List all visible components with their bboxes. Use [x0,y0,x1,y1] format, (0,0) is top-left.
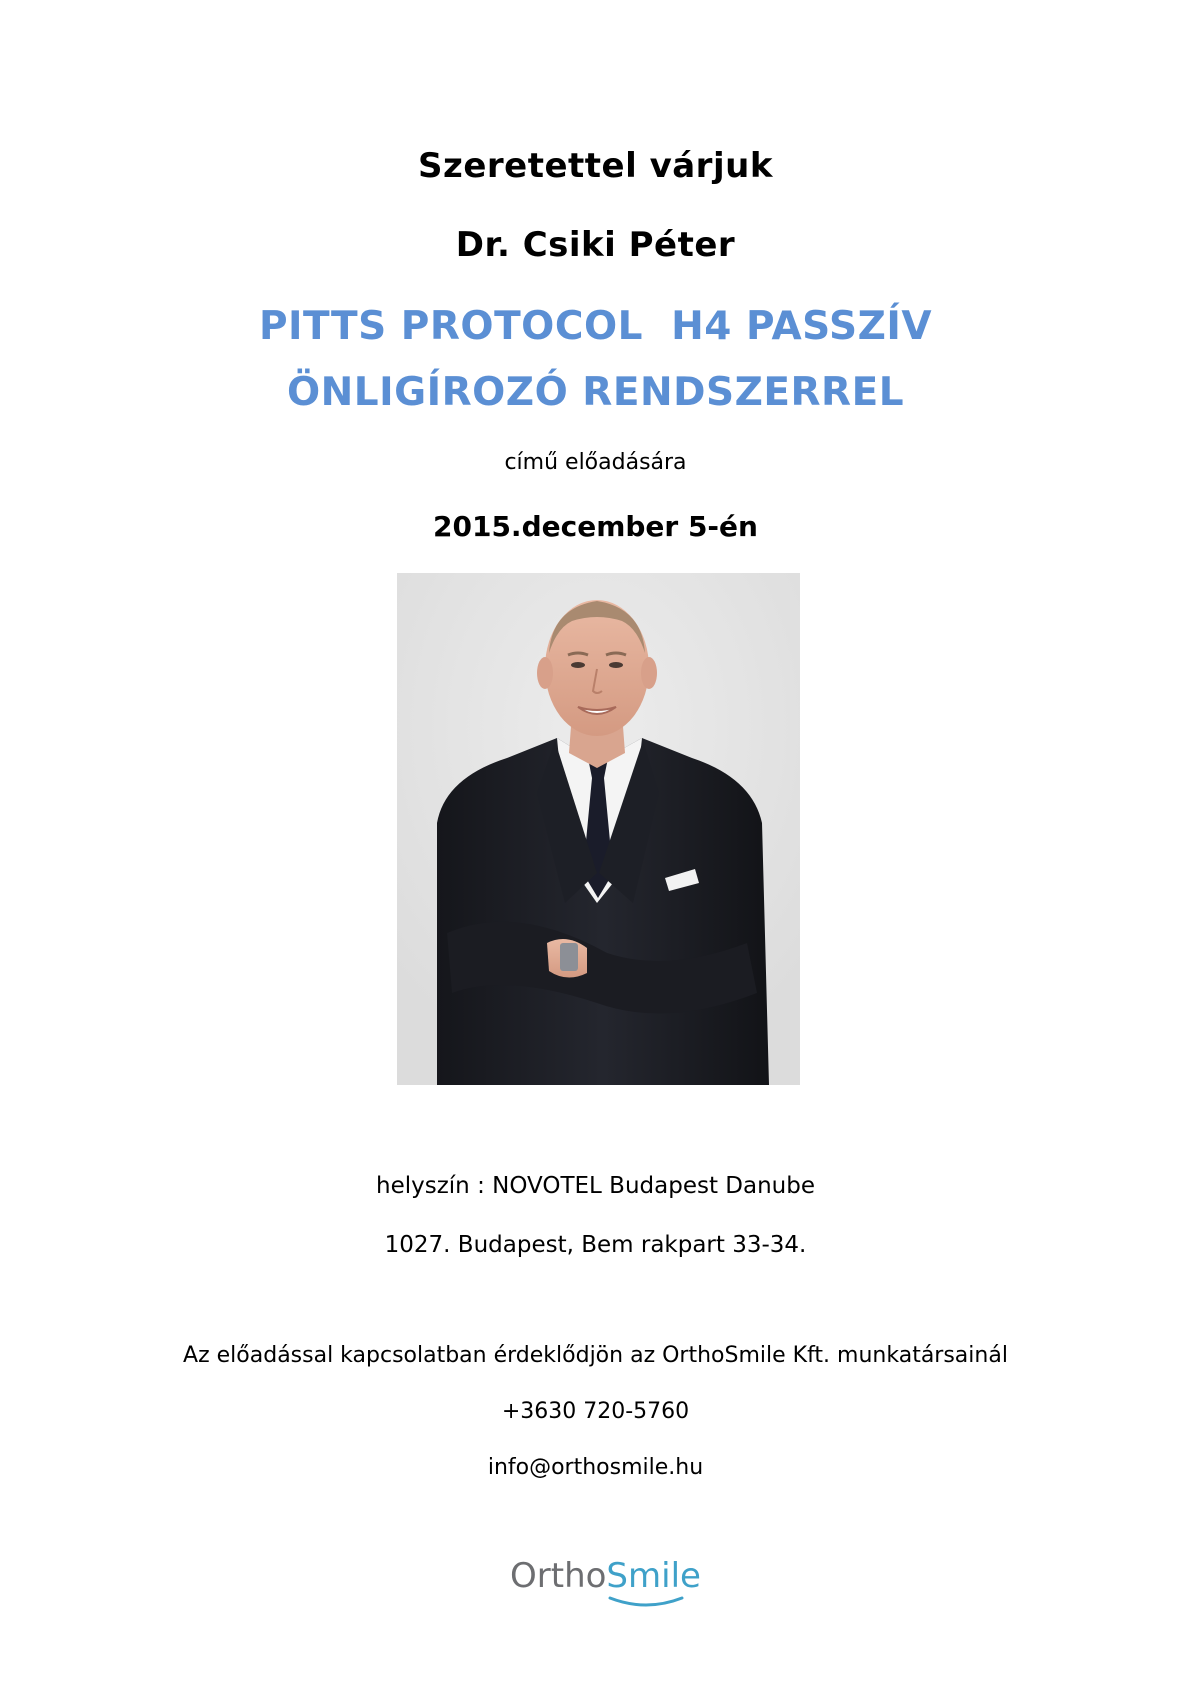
address-text: 1027. Budapest, Bem rakpart 33-34. [384,1232,807,1258]
speaker-photo [397,573,800,1085]
smile-swoosh-icon [606,1594,686,1610]
lecture-title-line-2: ÖNLIGÍROZÓ RENDSZERREL [286,370,905,415]
logo-ortho-text: Ortho [510,1556,607,1596]
logo-wordmark [510,1556,701,1596]
venue-text: helyszín : NOVOTEL Budapest Danube [376,1173,815,1199]
email-address: info@orthosmile.hu [487,1455,704,1480]
contact-note: Az előadással kapcsolatban érdeklődjön az OrthoSmile Kft. munkatársainál [183,1343,1008,1368]
greeting-text: Szeretettel várjuk [418,146,773,186]
lecture-title-line-1: PITTS PROTOCOL H4 PASSZÍV [258,304,933,349]
orthosmile-logo [510,1556,701,1616]
logo-smile-text: Smile [606,1556,701,1596]
lecture-subtitle: című előadására [504,450,687,475]
speaker-name: Dr. Csiki Péter [455,225,736,265]
lecture-date: 2015.december 5-én [433,510,758,543]
phone-number: +3630 720-5760 [501,1399,690,1424]
